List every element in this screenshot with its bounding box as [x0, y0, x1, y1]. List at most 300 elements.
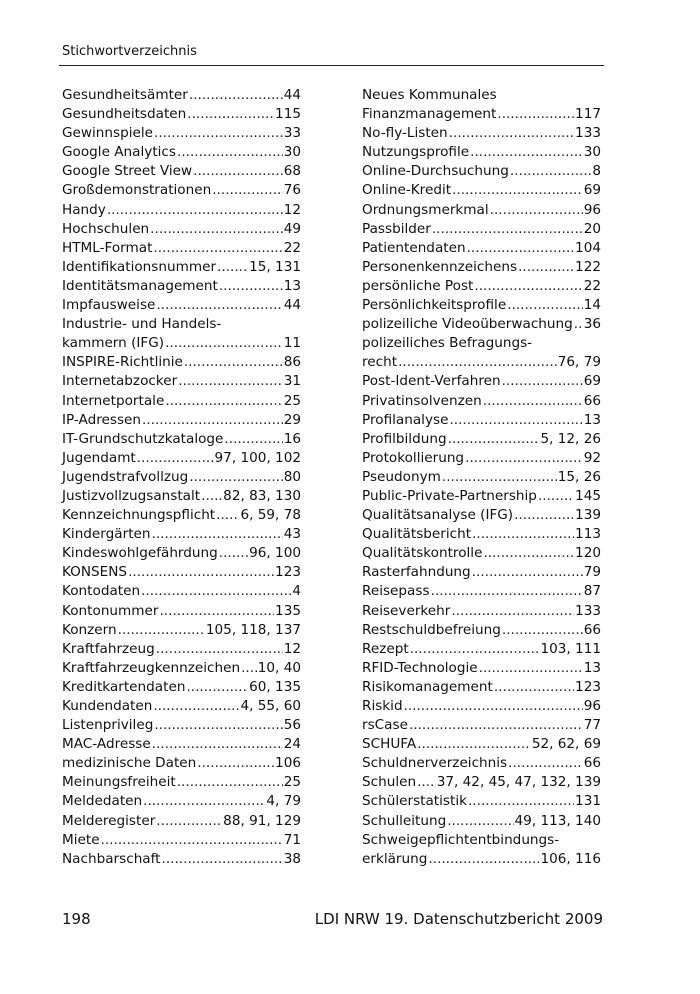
- index-term: No-fly-Listen: [362, 125, 448, 142]
- index-entry: [62, 258, 301, 277]
- index-term: polizeiliche Videoüberwachung: [362, 316, 573, 333]
- dot-leader: [219, 277, 283, 296]
- index-entry: [62, 124, 301, 143]
- index-pages: 14: [583, 297, 601, 314]
- index-term: Post-Ident-Verfahren: [362, 373, 501, 390]
- index-pages: 96, 100: [249, 545, 301, 562]
- index-pages: 6, 59, 78: [240, 507, 301, 524]
- dot-leader: [451, 602, 574, 621]
- index-pages: 77: [583, 717, 601, 734]
- index-term: Kraftfahrzeugkennzeichen: [62, 659, 241, 676]
- index-term: Profilbildung: [362, 430, 447, 447]
- index-pages: 88, 91, 129: [223, 812, 301, 829]
- dot-leader: [431, 582, 583, 601]
- index-entry: [362, 716, 601, 735]
- index-term: Impfausweise: [62, 297, 156, 314]
- dot-leader: [177, 773, 283, 792]
- index-entry: [362, 239, 601, 258]
- index-term: Protokollierung: [362, 449, 465, 466]
- dot-leader: [217, 258, 248, 277]
- index-pages: 56: [283, 717, 301, 734]
- index-term: Schweigepflichtentbindungs-: [362, 831, 560, 848]
- dot-leader: [101, 831, 283, 850]
- index-pages: 25: [283, 774, 301, 791]
- index-column-right: [362, 86, 601, 869]
- dot-leader: [142, 411, 283, 430]
- index-entry-continued: [362, 334, 601, 353]
- dot-leader: [428, 850, 539, 869]
- index-term: MAC-Adresse: [62, 736, 151, 753]
- index-entry: [62, 105, 301, 124]
- index-term: Pseudonym: [362, 468, 441, 485]
- index-pages: 71: [283, 831, 301, 848]
- index-entry: [362, 582, 601, 601]
- dot-leader: [193, 162, 283, 181]
- index-pages: 120: [575, 545, 601, 562]
- index-term: Justizvollzugsanstalt: [62, 487, 201, 504]
- index-pages: 104: [575, 239, 601, 256]
- index-entry: [362, 544, 601, 563]
- index-entry: [362, 392, 601, 411]
- index-pages: 106, 116: [540, 850, 601, 867]
- index-pages: 115: [275, 106, 301, 123]
- dot-leader: [153, 239, 282, 258]
- index-pages: 105, 118, 137: [205, 621, 301, 638]
- dot-leader: [472, 525, 574, 544]
- index-term: Konzern: [62, 621, 117, 638]
- dot-leader: [417, 735, 531, 754]
- dot-leader: [189, 86, 283, 105]
- index-pages: 30: [583, 144, 601, 161]
- index-pages: 12: [283, 201, 301, 218]
- index-term: Qualitätsbericht: [362, 526, 472, 543]
- index-pages: 44: [283, 87, 301, 103]
- index-entry: [362, 430, 601, 449]
- index-entry: [62, 773, 301, 792]
- index-term: Passbilder: [362, 220, 431, 237]
- index-entry: [62, 850, 301, 869]
- index-term: Kontodaten: [62, 583, 141, 600]
- index-term: recht: [362, 354, 398, 371]
- dot-leader: [497, 105, 574, 124]
- dot-leader: [152, 735, 283, 754]
- index-term: Identitätsmanagement: [62, 277, 218, 294]
- index-entry: [362, 792, 601, 811]
- index-entry: [62, 353, 301, 372]
- index-pages: 117: [575, 106, 601, 123]
- index-entry: [362, 850, 601, 869]
- index-pages: 52, 62, 69: [531, 736, 601, 753]
- index-entry: [362, 812, 601, 831]
- index-pages: 36: [583, 316, 601, 333]
- index-entry: [62, 468, 301, 487]
- publication-title: LDI NRW 19. Datenschutzbericht 2009: [314, 910, 603, 928]
- index-entry: [62, 582, 301, 601]
- index-term: Profilanalyse: [362, 411, 449, 428]
- index-term: Internetabzocker: [62, 373, 178, 390]
- index-entry: [362, 277, 601, 296]
- index-entry: [62, 430, 301, 449]
- dot-leader: [177, 143, 283, 162]
- index-term: IP-Adressen: [62, 411, 141, 428]
- index-term: Kreditkartendaten: [62, 678, 186, 695]
- index-entry: [62, 602, 301, 621]
- index-term: medizinische Daten: [62, 755, 197, 772]
- index-term: SCHUFA: [362, 736, 417, 753]
- index-entry-continued: [362, 86, 601, 105]
- dot-leader: [184, 353, 283, 372]
- dot-leader: [502, 621, 583, 640]
- index-pages: 4, 55, 60: [240, 698, 301, 714]
- index-term: Ordnungsmerkmal: [362, 201, 489, 218]
- index-term: IT-Grundschutzkataloge: [62, 430, 224, 447]
- dot-leader: [150, 220, 283, 239]
- index-term: Persönlichkeitsprofile: [362, 297, 507, 314]
- dot-leader: [153, 697, 239, 716]
- index-pages: 25: [283, 392, 301, 409]
- index-pages: 122: [575, 258, 601, 275]
- index-pages: 29: [283, 411, 301, 428]
- index-entry: [362, 468, 601, 487]
- dot-leader: [201, 487, 222, 506]
- index-entry: [62, 735, 301, 754]
- index-entry: [362, 563, 601, 582]
- dot-leader: [483, 392, 583, 411]
- dot-leader: [156, 296, 282, 315]
- index-pages: 4: [292, 583, 301, 600]
- index-term: Hochschulen: [62, 220, 150, 237]
- index-term: Neues Kommunales: [362, 87, 497, 103]
- dot-leader: [448, 430, 540, 449]
- index-entry: [62, 792, 301, 811]
- index-entry: [62, 621, 301, 640]
- dot-leader: [165, 392, 282, 411]
- dot-leader: [143, 792, 265, 811]
- index-pages: 49, 113, 140: [514, 812, 601, 829]
- dot-leader: [442, 468, 557, 487]
- index-pages: 22: [583, 277, 601, 294]
- index-pages: 135: [275, 602, 301, 619]
- index-pages: 8: [592, 163, 601, 180]
- header-rule: [59, 65, 604, 66]
- dot-leader: [159, 602, 274, 621]
- index-term: Patientendaten: [362, 239, 466, 256]
- index-pages: 38: [283, 850, 301, 867]
- index-term: Reiseverkehr: [362, 602, 451, 619]
- dot-leader: [447, 812, 513, 831]
- index-pages: 24: [283, 736, 301, 753]
- index-entry: [362, 105, 601, 124]
- index-entry: [362, 220, 601, 239]
- index-term: Meinungsfreiheit: [62, 774, 176, 791]
- page-number: 198: [62, 910, 91, 928]
- index-entry: [362, 754, 601, 773]
- dot-leader: [508, 754, 583, 773]
- dot-leader: [128, 563, 274, 582]
- index-pages: 66: [583, 755, 601, 772]
- index-entry-continued: [62, 315, 301, 334]
- dot-leader: [490, 201, 583, 220]
- index-entry: [62, 659, 301, 678]
- dot-leader: [494, 678, 574, 697]
- index-term: Kontonummer: [62, 602, 159, 619]
- index-term: polizeiliches Befragungs-: [362, 335, 533, 352]
- index-term: Qualitätsanalyse (IFG): [362, 507, 514, 524]
- index-pages: 97, 100, 102: [214, 449, 301, 466]
- dot-leader: [398, 353, 557, 372]
- index-entry: [62, 143, 301, 162]
- index-entry: [62, 411, 301, 430]
- index-entry: [362, 449, 601, 468]
- index-pages: 131: [575, 793, 601, 810]
- index-term: Online-Durchsuchung: [362, 163, 509, 180]
- dot-leader: [186, 678, 248, 697]
- index-pages: 37, 42, 45, 47, 132, 139: [436, 774, 601, 791]
- index-pages: 92: [583, 449, 601, 466]
- dot-leader: [514, 506, 574, 525]
- index-term: Riskid: [362, 698, 403, 714]
- index-pages: 145: [575, 487, 601, 504]
- index-entry: [62, 296, 301, 315]
- index-entry: [362, 124, 601, 143]
- index-term: Kindergärten: [62, 526, 151, 543]
- index-entry: [362, 697, 601, 716]
- index-entry: [62, 181, 301, 200]
- dot-leader: [574, 315, 583, 334]
- index-term: Gesundheitsdaten: [62, 106, 187, 123]
- index-pages: 123: [575, 678, 601, 695]
- index-entry: [62, 487, 301, 506]
- dot-leader: [518, 258, 574, 277]
- dot-leader: [162, 850, 283, 869]
- index-pages: 87: [583, 583, 601, 600]
- index-entry-continued: [362, 831, 601, 850]
- index-term: Public-Private-Partnership: [362, 487, 537, 504]
- index-pages: 13: [283, 277, 301, 294]
- index-pages: 123: [275, 564, 301, 581]
- index-term: Reisepass: [362, 583, 430, 600]
- index-term: Identifikationsnummer: [62, 258, 217, 275]
- index-entry: [62, 162, 301, 181]
- dot-leader: [452, 181, 583, 200]
- index-term: Nutzungsprofile: [362, 144, 470, 161]
- dot-leader: [483, 544, 574, 563]
- index-entry: [362, 201, 601, 220]
- dot-leader: [479, 659, 583, 678]
- index-entry: [362, 659, 601, 678]
- index-pages: 12: [283, 640, 301, 657]
- dot-leader: [154, 124, 283, 143]
- index-entry: [362, 678, 601, 697]
- index-term: Kennzeichnungspflicht: [62, 507, 216, 524]
- index-term: kammern (IFG): [62, 335, 165, 352]
- index-pages: 10, 40: [257, 659, 301, 676]
- index-entry: [62, 372, 301, 391]
- dot-leader: [468, 792, 574, 811]
- dot-leader: [470, 143, 583, 162]
- index-term: INSPIRE-Richtlinie: [62, 354, 183, 371]
- index-term: Meldedaten: [62, 793, 143, 810]
- index-pages: 13: [583, 659, 601, 676]
- index-term: Personenkennzeichens: [362, 258, 518, 275]
- index-term: Kindeswohlgefährdung: [62, 545, 218, 562]
- index-pages: 66: [583, 621, 601, 638]
- index-pages: 68: [283, 163, 301, 180]
- index-term: erklärung: [362, 850, 428, 867]
- index-term: Kraftfahrzeug: [62, 640, 155, 657]
- dot-leader: [241, 659, 257, 678]
- index-term: Listenprivileg: [62, 717, 154, 734]
- index-entry: [62, 754, 301, 773]
- dot-leader: [474, 277, 582, 296]
- index-entry: [62, 392, 301, 411]
- index-entry: [362, 735, 601, 754]
- dot-leader: [449, 411, 582, 430]
- index-term: Schulen: [362, 774, 417, 791]
- index-entry: [62, 812, 301, 831]
- index-entry: [362, 506, 601, 525]
- index-pages: 133: [575, 125, 601, 142]
- index-pages: 139: [575, 507, 601, 524]
- index-entry: [62, 239, 301, 258]
- index-pages: 80: [283, 468, 301, 485]
- index-pages: 96: [583, 201, 601, 218]
- index-entry: [362, 353, 601, 372]
- dot-leader: [165, 334, 283, 353]
- index-pages: 11: [283, 335, 301, 352]
- dot-leader: [197, 754, 274, 773]
- dot-leader: [538, 487, 574, 506]
- dot-leader: [467, 239, 574, 258]
- index-term: Risikomanagement: [362, 678, 493, 695]
- index-pages: 82, 83, 130: [223, 487, 301, 504]
- index-pages: 44: [283, 297, 301, 314]
- index-term: Google Analytics: [62, 144, 176, 161]
- index-column-left: [62, 86, 301, 869]
- index-entry: [62, 220, 301, 239]
- index-entry: [62, 201, 301, 220]
- index-term: persönliche Post: [362, 277, 474, 294]
- index-term: Nachbarschaft: [62, 850, 161, 867]
- index-pages: 5, 12, 26: [540, 430, 601, 447]
- dot-leader: [449, 124, 574, 143]
- index-pages: 69: [583, 373, 601, 390]
- index-term: Handy: [62, 201, 106, 218]
- index-pages: 30: [283, 144, 301, 161]
- dot-leader: [189, 468, 282, 487]
- dot-leader: [404, 697, 583, 716]
- index-pages: 96: [583, 698, 601, 714]
- index-pages: 133: [575, 602, 601, 619]
- index-term: Schülerstatistik: [362, 793, 467, 810]
- index-pages: 15, 131: [249, 258, 301, 275]
- dot-leader: [502, 372, 583, 391]
- dot-leader: [156, 812, 222, 831]
- index-entry: [362, 296, 601, 315]
- index-term: Finanzmanagement: [362, 106, 497, 123]
- index-entry: [362, 411, 601, 430]
- index-term: Rasterfahndung: [362, 564, 471, 581]
- index-term: rsCase: [362, 717, 408, 734]
- index-entry: [62, 334, 301, 353]
- index-term: Internetportale: [62, 392, 165, 409]
- index-term: HTML-Format: [62, 239, 153, 256]
- index-pages: 76: [283, 182, 301, 199]
- index-entry: [62, 86, 301, 105]
- dot-leader: [137, 449, 214, 468]
- index-pages: 33: [283, 125, 301, 142]
- index-entry: [362, 640, 601, 659]
- index-entry: [362, 181, 601, 200]
- index-entry: [62, 831, 301, 850]
- index-term: Industrie- und Handels-: [62, 316, 222, 333]
- index-pages: 20: [583, 220, 601, 237]
- index-term: Gesundheitsämter: [62, 87, 188, 103]
- dot-leader: [417, 773, 436, 792]
- dot-leader: [187, 105, 274, 124]
- dot-leader: [465, 449, 583, 468]
- index-term: RFID-Technologie: [362, 659, 478, 676]
- index-pages: 15, 26: [557, 468, 601, 485]
- index-pages: 49: [283, 220, 301, 237]
- index-entry: [362, 525, 601, 544]
- running-header: Stichwortverzeichnis: [62, 44, 197, 59]
- dot-leader: [152, 525, 283, 544]
- index-term: Privatinsolvenzen: [362, 392, 482, 409]
- index-term: Google Street View: [62, 163, 193, 180]
- dot-leader: [410, 640, 540, 659]
- index-entry: [62, 640, 301, 659]
- index-pages: 13: [583, 411, 601, 428]
- dot-leader: [216, 506, 239, 525]
- dot-leader: [409, 716, 583, 735]
- index-entry: [62, 697, 301, 716]
- index-pages: 60, 135: [249, 678, 301, 695]
- index-pages: 103, 111: [540, 640, 601, 657]
- index-entry: [362, 602, 601, 621]
- index-entry: [362, 487, 601, 506]
- dot-leader: [141, 582, 291, 601]
- index-entry: [362, 773, 601, 792]
- index-term: Kundendaten: [62, 698, 153, 714]
- dot-leader: [507, 296, 582, 315]
- index-entry: [62, 506, 301, 525]
- index-pages: 43: [283, 526, 301, 543]
- dot-leader: [156, 640, 283, 659]
- dot-leader: [219, 544, 248, 563]
- index-pages: 22: [283, 239, 301, 256]
- dot-leader: [107, 201, 283, 220]
- index-term: Rezept: [362, 640, 409, 657]
- dot-leader: [432, 220, 583, 239]
- index-pages: 106: [275, 755, 301, 772]
- index-term: Miete: [62, 831, 100, 848]
- index-entry: [62, 716, 301, 735]
- index-entry: [362, 162, 601, 181]
- index-term: Qualitätskontrolle: [362, 545, 483, 562]
- index-entry: [362, 258, 601, 277]
- dot-leader: [212, 181, 282, 200]
- index-entry: [62, 544, 301, 563]
- index-entry: [62, 525, 301, 544]
- dot-leader: [510, 162, 591, 181]
- index-term: Gewinnspiele: [62, 125, 154, 142]
- index-pages: 86: [283, 354, 301, 371]
- index-entry: [362, 315, 601, 334]
- dot-leader: [472, 563, 583, 582]
- dot-leader: [154, 716, 282, 735]
- dot-leader: [224, 430, 282, 449]
